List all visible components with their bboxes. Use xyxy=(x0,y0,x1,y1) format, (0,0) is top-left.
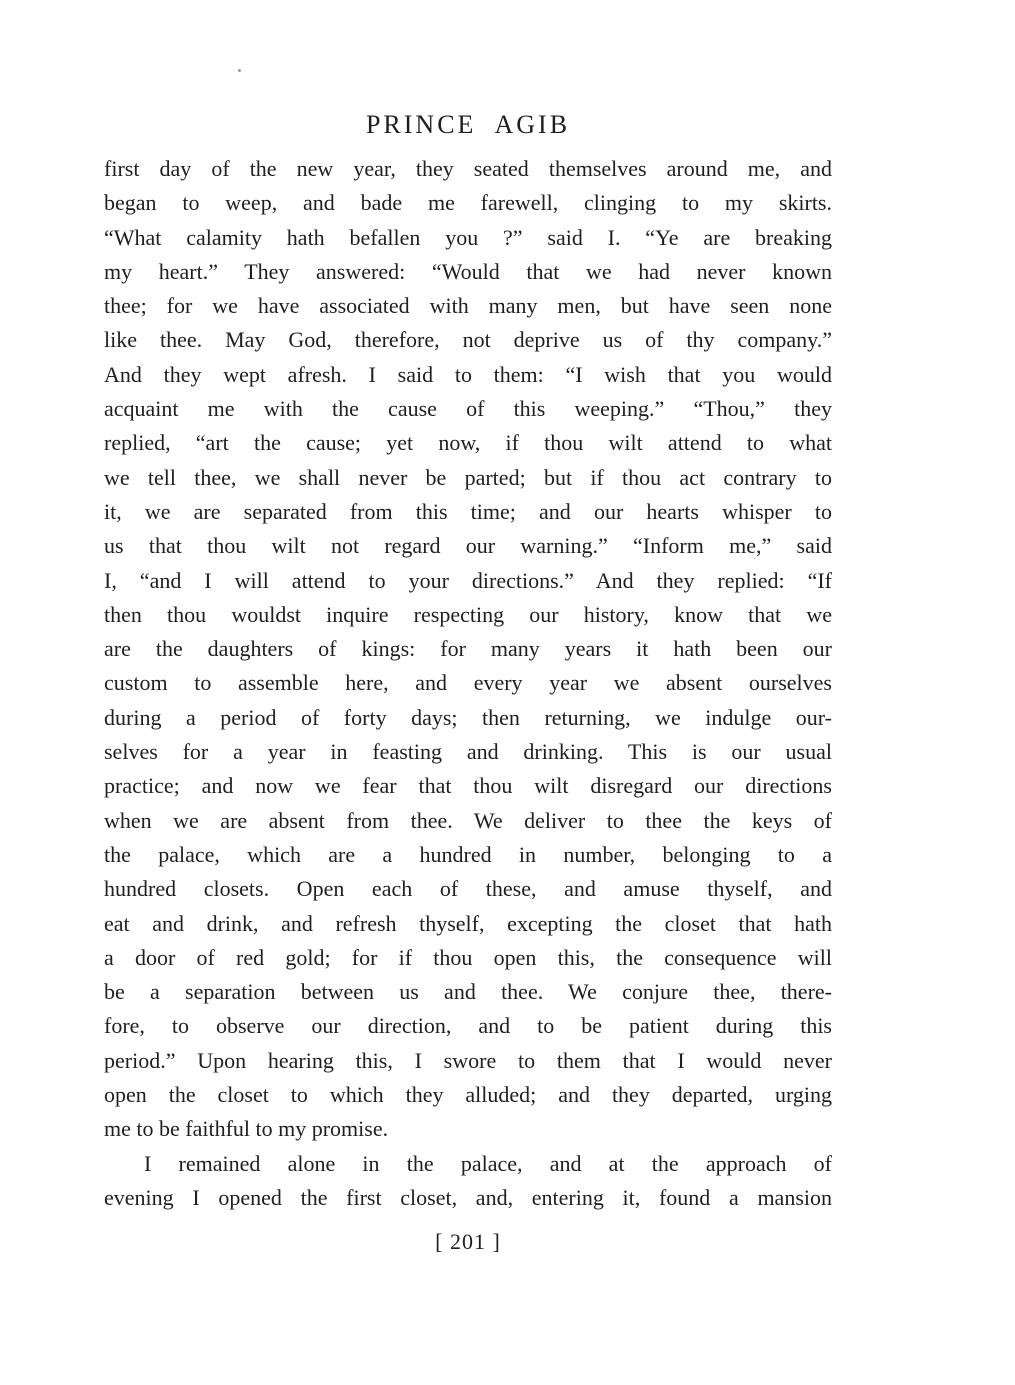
text-line: then thou wouldst inquire respecting our history, know that we xyxy=(104,601,832,627)
text-line: open the closet to which they alluded; and they departed, urging xyxy=(104,1082,832,1108)
text-line: when we are absent from thee. We deliver to thee the keys of xyxy=(104,807,832,833)
text-line: period.” Upon hearing this, I swore to them that I would never xyxy=(104,1047,832,1073)
text-line: acquaint me with the cause of this weeping.” “Thou,” they xyxy=(104,396,832,422)
text-line: during a period of forty days; then returning, we indulge our- xyxy=(104,704,832,730)
text-line: hundred closets. Open each of these, and amuse thyself, and xyxy=(104,876,832,902)
text-line: we tell thee, we shall never be parted; but if thou act contrary to xyxy=(104,464,832,490)
text-line: replied, “art the cause; yet now, if thou wilt attend to what xyxy=(104,430,832,456)
text-line: practice; and now we fear that thou wilt disregard our directions xyxy=(104,773,832,799)
text-line: custom to assemble here, and every year we absent ourselves xyxy=(104,670,832,696)
text-line: are the daughters of kings: for many years it hath been our xyxy=(104,636,832,662)
text-line: I, “and I will attend to your directions.” And they replied: “If xyxy=(104,567,832,593)
text-line: thee; for we have associated with many men, but have seen none xyxy=(104,293,832,319)
text-line: it, we are separated from this time; and our hearts whisper to xyxy=(104,498,832,524)
text-line: be a separation between us and thee. We conjure thee, there- xyxy=(104,979,832,1005)
text-line: my heart.” They answered: “Would that we had never known xyxy=(104,258,832,284)
text-line: the palace, which are a hundred in number, belonging to a xyxy=(104,841,832,867)
page-body xyxy=(104,152,832,1215)
scan-speck xyxy=(238,69,241,72)
page-header: PRINCE AGIB xyxy=(365,110,571,139)
text-line: fore, to observe our direction, and to be patient during this xyxy=(104,1013,832,1039)
text-line: “What calamity hath befallen you ?” said I. “Ye are breaking xyxy=(104,224,832,250)
text-line: first day of the new year, they seated themselves around me, and xyxy=(104,156,832,181)
text-line: began to weep, and bade me farewell, clinging to my skirts. xyxy=(104,190,832,216)
text-line: like thee. May God, therefore, not deprive us of thy company.” xyxy=(104,327,832,353)
page-number: [ 201 ] xyxy=(435,1229,501,1254)
text-line: us that thou wilt not regard our warning.” “Inform me,” said xyxy=(104,533,832,559)
text-line: a door of red gold; for if thou open this, the consequence will xyxy=(104,944,832,970)
text-line: me to be faithful to my promise. xyxy=(104,1116,389,1142)
text-line: selves for a year in feasting and drinking. This is our usual xyxy=(104,739,832,765)
text-line: evening I opened the first closet, and, entering it, found a mansion xyxy=(104,1184,832,1210)
text-line: eat and drink, and refresh thyself, excepting the closet that hath xyxy=(104,910,832,936)
text-line: I remained alone in the palace, and at the approach of xyxy=(144,1150,832,1176)
text-line: And they wept afresh. I said to them: “I wish that you would xyxy=(104,361,832,387)
